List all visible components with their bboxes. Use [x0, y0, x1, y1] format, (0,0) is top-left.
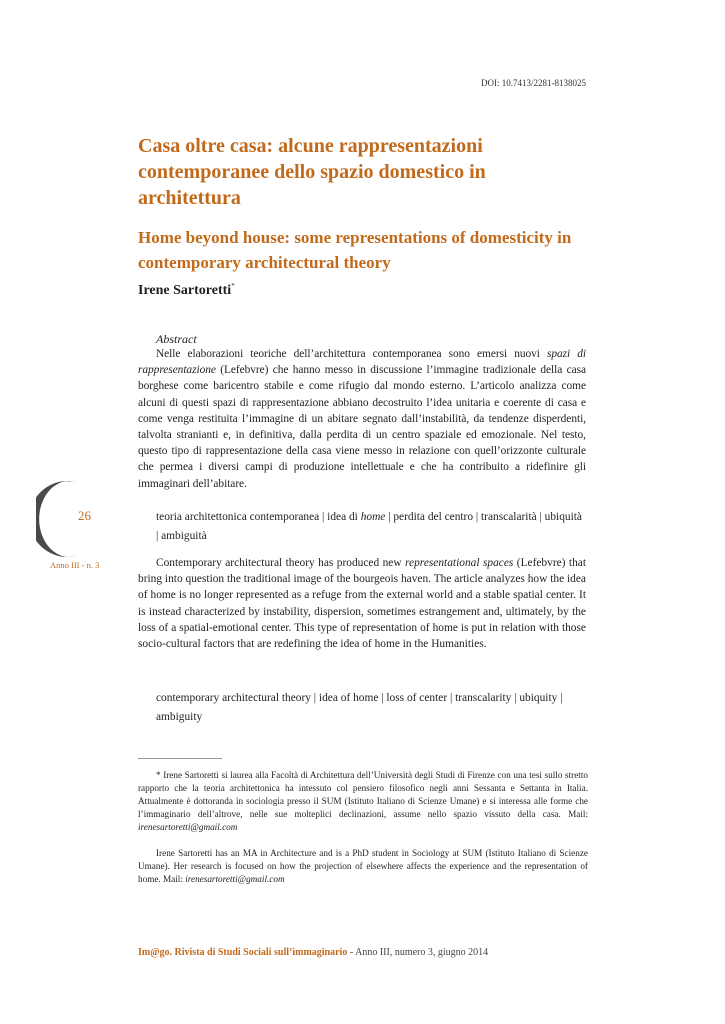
footnote-en-mail: irenesartoretti@gmail.com	[185, 874, 285, 884]
abstract-english	[138, 555, 586, 652]
footnote-it-text: * Irene Sartoretti si laurea alla Facoltà di Architettura dell’Università degli Studi di Firenze con una tesi sullo stretto rapporto che la teoria architettonica ha intessuto col pensiero filosofico negli anni Sessanta e Settanta in Italia. Attualmente è dottoranda in sociologia presso il SUM (Istituto Italiano di Scienze Umane) e si interessa alle forme che l’immaginario dell’altrove, nelle sue molteplici declinazioni, assume nello spazio vissuto della casa. Mail:	[138, 770, 588, 819]
keywords-it-a: teoria architettonica contemporanea | idea di	[156, 511, 361, 523]
issue-label: Anno III - n. 3	[50, 560, 100, 570]
abstract-en-part1: Contemporary architectural theory has produced new	[156, 557, 406, 569]
abstract-en-emphasis: representational spaces	[405, 557, 514, 569]
abstract-label: Abstract	[156, 332, 197, 346]
title-english: Home beyond house: some representations of domesticity in contemporary architectural theory	[138, 228, 572, 272]
keywords-it-b: | perdita del centro | transcalarità | ubiquità | ambiguità	[156, 511, 582, 542]
journal-details: - Anno III, numero 3, giugno 2014	[347, 947, 489, 958]
abstract-en-part2: (Lefebvre) that bring into question the traditional image of the bourgeois haven. The article analyzes how the idea of home is no longer represented as a refuge from the external world and a stable spatial center. It is instead characterized by instability, dispersion, sometimes estrangement and, ultimately, by the loss of a spatial-emotional center. This type of representation of home is put in relation with those socio-cultural factors that are redefining the idea of home in the Humanities.	[138, 557, 586, 651]
author	[138, 283, 235, 299]
footnote-it-mail: irenesartoretti@gmail.com	[138, 822, 238, 832]
journal-name: Im@go. Rivista di Studi Sociali sull’immaginario	[138, 947, 348, 958]
keywords-italian	[156, 508, 586, 546]
abstract-it-part2: (Lefebvre) che hanno messo in discussione l’immagine tradizionale della casa borghese come baricentro stabile e come rifugio dal mondo esterno. L’articolo analizza come alcuni di questi spazi di rappresentazione abbiano decostruito l’idea unitaria e coerente di casa e come venga restituita l’immagine di un abitare segnato dall’instabilità, da tendenze disperdenti, talvolta stranianti e, in definitiva, dalla perdita di un centro spaziale ed emozionale. Nel testo, questo tipo di rappresentazione della casa viene messo in relazione con quell’orizzonte culturale che permea i diversi campi di produzione intellettuale e che ha contribuito a ridefinire gli immaginari dell’abitare.	[138, 364, 586, 490]
doi: DOI: 10.7413/2281-8138025	[481, 78, 586, 88]
abstract-it-part1: Nelle elaborazioni teoriche dell’architettura contemporanea sono emersi nuovi	[156, 348, 547, 360]
footnote-en-text: Irene Sartoretti has an MA in Architecture and is a PhD student in Sociology at SUM (Istituto Italiano di Scienze Umane). Her research is focused on how the projection of elsewhere affects the experience and the representation of home. Mail:	[138, 848, 588, 884]
journal-footer	[138, 947, 488, 958]
author-footnote-mark: *	[231, 282, 235, 290]
page-number: 26	[78, 508, 91, 523]
keywords-it-emphasis: home	[360, 511, 386, 523]
author-name: Irene Sartoretti	[138, 283, 232, 298]
title-italian: Casa oltre casa: alcune rappresentazioni contemporanee dello spazio domestico in architettura	[138, 135, 486, 209]
footnote-divider	[138, 758, 222, 759]
footnote-italian	[138, 769, 588, 834]
abstract-it-emphasis: spazi di rappresentazione	[138, 348, 587, 377]
abstract-italian	[138, 346, 586, 492]
footnote-english	[138, 847, 588, 886]
keywords-english: contemporary architectural theory | idea of home | loss of center | transcalarity | ubiquity | ambiguity	[156, 692, 563, 723]
